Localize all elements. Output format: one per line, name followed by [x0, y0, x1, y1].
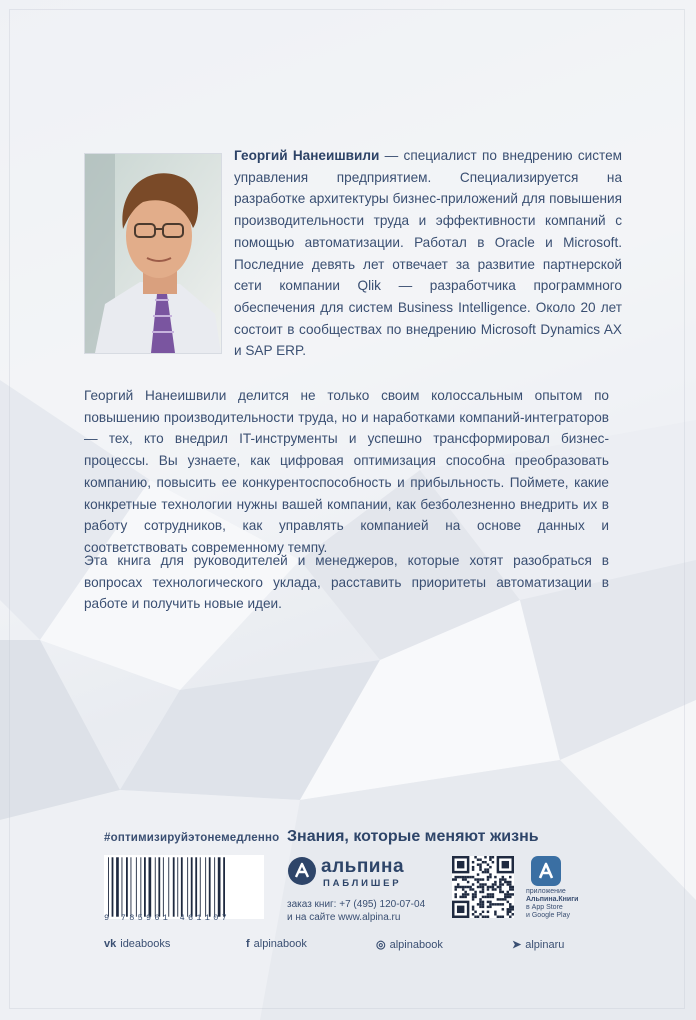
vk-icon: vk	[104, 938, 117, 950]
hashtag: #оптимизируйэтонемедленно	[104, 832, 280, 844]
app-note-line-1: приложение	[526, 888, 566, 895]
barcode-number: 9 785961 461107	[104, 913, 231, 923]
app-note-line-3: в App Store	[526, 904, 563, 911]
app-note-line-4: и Google Play	[526, 912, 570, 919]
author-bio-text: — специалист по внедрению систем управления предприятием. Специализируется на разработке архитектуры бизнес-приложений для повышения производительности труда и эффективности компаний с помощью автоматизации. Работал в Oracle и Microsoft. Последние девять лет отвечает за развитие партнерской сети компании Qlik — разработчика программного обеспечения для систем Business Intelligence. Около 20 лет состоит в сообществах по внедрению Microsoft Dynamics AX и SAP ERP.	[234, 148, 622, 359]
description-paragraph-1: Георгий Нанеишвили делится не только своим колоссальным опытом по повышению производительности труда, но и наработками компаний-интеграторов — тех, кто внедрил IT-инструменты и успешно трансформировал бизнес-процессы. Вы узнаете, как цифровая оптимизация способна преобразовать компанию, повысить ее конкурентоспособность и прибыльность. Поймете, какие конкретные технологии нужны вашей компании, как безболезненно внедрить их в работу сотрудников, как управлять компанией на основе данных и соответствовать современному темпу.	[84, 388, 609, 555]
author-name: Георгий Нанеишвили	[234, 148, 380, 163]
telegram-icon: ➤	[512, 939, 522, 951]
social-instagram-label: alpinabook	[389, 939, 443, 951]
instagram-icon: ◎	[376, 939, 386, 951]
order-phone: заказ книг: +7 (495) 120-07-04	[287, 899, 426, 910]
cover-frame	[10, 10, 684, 1008]
publisher-name: альпина	[321, 856, 405, 877]
description-paragraph-2: Эта книга для руководителей и менеджеров, которые хотят разобраться в вопросах технологического уклада, расставить приоритеты автоматизации в работе и получить новые идеи.	[84, 553, 609, 612]
publisher-sub: ПАБЛИШЕР	[323, 878, 402, 889]
slogan: Знания, которые меняют жизнь	[287, 828, 539, 845]
facebook-icon: f	[246, 938, 250, 950]
app-note-line-2: Альпина.Книги	[526, 896, 579, 903]
social-vk-label: ideabooks	[120, 938, 171, 950]
social-telegram-label: alpinaru	[525, 939, 565, 951]
order-site: и на сайте www.alpina.ru	[287, 912, 401, 923]
social-facebook-label: alpinabook	[253, 938, 307, 950]
